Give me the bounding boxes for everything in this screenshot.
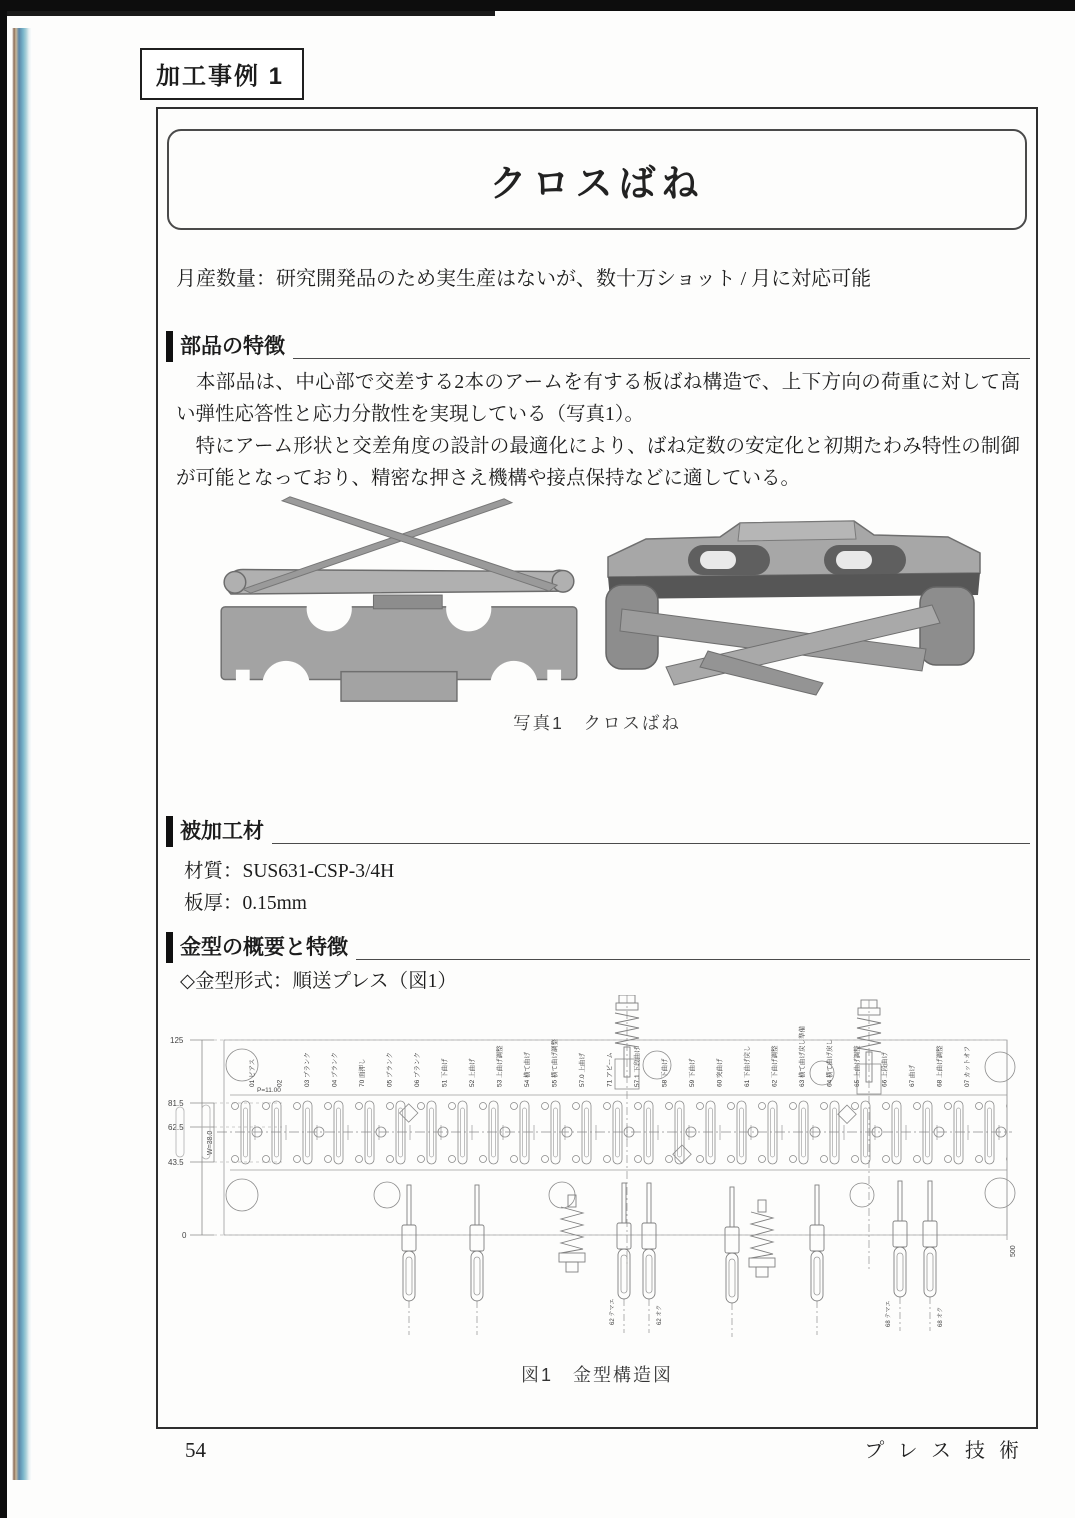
scan-edge-top-thick xyxy=(0,11,495,16)
svg-text:06 ブランク: 06 ブランク xyxy=(414,1052,421,1087)
svg-text:61 下曲げ戻し: 61 下曲げ戻し xyxy=(744,1045,751,1087)
svg-text:58 下曲げ: 58 下曲げ xyxy=(661,1058,669,1087)
svg-text:65 上曲げ調整: 65 上曲げ調整 xyxy=(854,1045,861,1087)
heading-text: 部品の特徴 xyxy=(180,335,285,358)
binding-color-stripes xyxy=(12,28,32,1480)
svg-text:57.0 上曲げ: 57.0 上曲げ xyxy=(579,1053,586,1087)
photo-caption: 写真1 クロスばね xyxy=(513,713,681,733)
features-paragraph-2: 特にアーム形状と交差角度の設計の最適化により、ばね定数の安定化と初期たわみ特性の制御が可能となっており、精密な押さえ機構や接点保持などに適している。 xyxy=(176,436,1020,489)
svg-text:68 テマエ: 68 テマエ xyxy=(886,1300,892,1327)
svg-text:57.1 下段曲げ: 57.1 下段曲げ xyxy=(634,1046,641,1087)
production-quantity-line: 月産数量：研究開発品のため実生産はないが、数十万ショット / 月に対応可能 xyxy=(176,268,872,290)
heading-black-bar xyxy=(166,331,173,362)
svg-text:70 面押し: 70 面押し xyxy=(359,1058,366,1087)
journal-title: プレス技術 xyxy=(864,1440,1033,1462)
svg-text:59 下曲げ: 59 下曲げ xyxy=(689,1058,696,1087)
heading-black-bar xyxy=(166,816,173,847)
svg-text:62 オク: 62 オク xyxy=(657,1304,663,1325)
svg-text:68 上曲げ調整: 68 上曲げ調整 xyxy=(936,1045,944,1087)
page-title: クロスばね xyxy=(489,162,705,204)
case-tag-label: 加工事例 1 xyxy=(156,63,285,90)
photo-row xyxy=(188,487,1008,709)
scan-edge-top xyxy=(0,0,1075,11)
cross-spring-front-art xyxy=(221,497,577,708)
heading-text: 被加工材 xyxy=(180,820,264,843)
heading-rule xyxy=(272,843,1030,844)
title-box xyxy=(167,129,1027,230)
station-labels xyxy=(248,1025,971,1087)
die-structure-diagram xyxy=(162,995,1030,1355)
heading-text: 金型の概要と特徴 xyxy=(180,936,348,959)
die-type-line: ◇金型形式：順送プレス（図1） xyxy=(180,971,457,992)
svg-text:67 曲げ: 67 曲げ xyxy=(909,1064,916,1087)
svg-text:53 上曲げ調整: 53 上曲げ調整 xyxy=(496,1045,504,1087)
material-grade-line: 材質：SUS631-CSP-3/4H xyxy=(184,861,395,882)
dim-label-62-5: 62.5 xyxy=(168,1123,184,1132)
svg-text:02: 02 xyxy=(276,1079,284,1087)
svg-text:52 上曲げ: 52 上曲げ xyxy=(469,1058,476,1087)
scan-edge-left xyxy=(0,0,7,1518)
punch-position-labels xyxy=(609,1299,944,1327)
svg-text:51 下曲げ: 51 下曲げ xyxy=(441,1058,449,1087)
heading-rule xyxy=(293,358,1030,359)
photo-cross-spring-perspective xyxy=(588,501,988,701)
svg-text:60 突曲げ: 60 突曲げ xyxy=(716,1058,724,1087)
photo-cross-spring-front xyxy=(188,487,608,709)
strip-width-label: W=38.0 xyxy=(207,1130,214,1155)
svg-text:54 横て曲げ: 54 横て曲げ xyxy=(524,1051,531,1087)
svg-text:07 カットオフ: 07 カットオフ xyxy=(964,1045,971,1087)
svg-text:66 上段曲げ: 66 上段曲げ xyxy=(881,1051,889,1087)
svg-text:01 ピアス: 01 ピアス xyxy=(249,1058,256,1087)
figure-caption: 図1 金型構造図 xyxy=(520,1365,673,1385)
svg-text:68 オク: 68 オク xyxy=(938,1306,944,1327)
svg-text:62 下曲げ調整: 62 下曲げ調整 xyxy=(771,1045,779,1087)
content-frame xyxy=(156,107,1038,1429)
svg-text:71 アビーム: 71 アビーム xyxy=(606,1052,614,1087)
svg-text:04 ブランク: 04 ブランク xyxy=(331,1052,339,1087)
pitch-label: P=11.00 xyxy=(257,1087,281,1094)
svg-text:03 ブランク: 03 ブランク xyxy=(304,1052,311,1087)
section-heading-features xyxy=(166,330,1030,362)
svg-text:63 横て曲げ戻し準備: 63 横て曲げ戻し準備 xyxy=(799,1025,806,1087)
case-tag-box xyxy=(140,48,304,100)
heading-rule xyxy=(356,959,1030,960)
page-number: 54 xyxy=(185,1438,206,1462)
section-heading-die xyxy=(166,931,1030,963)
features-paragraph-1: 本部品は、中心部で交差する2本のアームを有する板ばね構造で、上下方向の荷重に対して高い弾性応答性と応力分散性を実現している（写真1）。 xyxy=(176,372,1020,425)
section-heading-material xyxy=(166,815,1030,847)
material-thickness-line: 板厚：0.15mm xyxy=(184,893,307,914)
cross-spring-perspective-art xyxy=(606,501,988,695)
dim-label-81-5: 81.5 xyxy=(168,1099,184,1108)
dim-label-43-5: 43.5 xyxy=(168,1158,184,1167)
right-dim-500: 500 xyxy=(1010,1245,1017,1257)
heading-black-bar xyxy=(166,932,173,963)
svg-text:55 横て曲げ調整: 55 横て曲げ調整 xyxy=(551,1038,559,1087)
leader-strip-ends xyxy=(176,1105,210,1159)
dim-label-125: 125 xyxy=(170,1036,184,1045)
svg-text:64 横て曲げ戻し: 64 横て曲げ戻し xyxy=(826,1038,834,1087)
dim-label-0: 0 xyxy=(182,1231,187,1240)
svg-text:05 ブランク: 05 ブランク xyxy=(386,1052,394,1087)
svg-text:62 テマエ: 62 テマエ xyxy=(610,1298,616,1325)
